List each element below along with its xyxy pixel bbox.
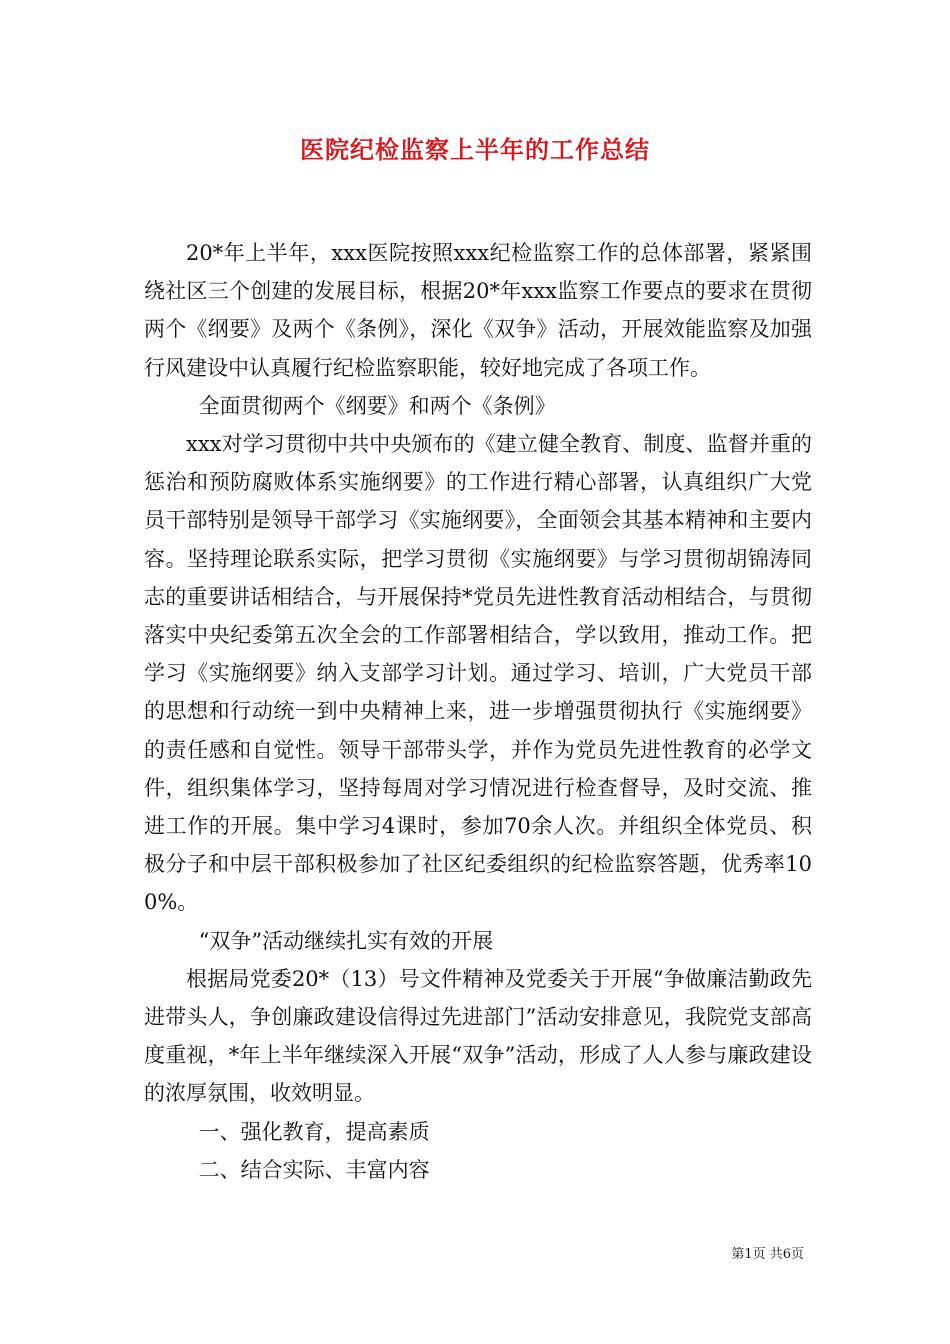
section-heading-2: “双争”活动继续扎实有效的开展 <box>198 928 494 953</box>
subsection-heading-2: 二、结合实际、丰富内容 <box>198 1157 430 1182</box>
document-body <box>144 234 812 1189</box>
paragraph-section-2: 根据局党委20*（13）号文件精神及党委关于开展“争做廉洁勤政先进带头人，争创廉政建设信得过先进部门”活动安排意见，我院党支部高度重视，*年上半年继续深入开展“双争”活动，形成了人人参与廉政建设的浓厚氛围，收效明显。 <box>144 966 812 1106</box>
subsection-heading-1: 一、强化教育，提高素质 <box>198 1119 430 1144</box>
section-heading-1: 全面贯彻两个《纲要》和两个《条例》 <box>198 393 556 418</box>
paragraph-section-1: xxx对学习贯彻中共中央颁布的《建立健全教育、制度、监督并重的惩治和预防腐败体系实施纲要》的工作进行精心部署，认真组织广大党员干部特别是领导干部学习《实施纲要》，全面领会其基本精神和主要内容。坚持理论联系实际，把学习贯彻《实施纲要》与学习贯彻胡锦涛同志的重要讲话相结合，与开展保持*党员先进性教育活动相结合，与贯彻落实中央纪委第五次全会的工作部署相结合，学以致用，推动工作。把学习《实施纲要》纳入支部学习计划。通过学习、培训，广大党员干部的思想和行动统一到中央精神上来，进一步增强贯彻执行《实施纲要》的责任感和自觉性。领导干部带头学，并作为党员先进性教育的必学文件，组织集体学习，坚持每周对学习情况进行检查督导，及时交流、推进工作的开展。集中学习4课时，参加70余人次。并组织全体党员、积极分子和中层干部积极参加了社区纪委组织的纪检监察答题，优秀率100%。 <box>144 432 812 915</box>
page-number: 第1页 共6页 <box>731 1247 804 1262</box>
paragraph-intro: 20*年上半年，xxx医院按照xxx纪检监察工作的总体部署，紧紧围绕社区三个创建的发展目标，根据20*年xxx监察工作要点的要求在贯彻两个《纲要》及两个《条例》，深化《双争》活动，开展效能监察及加强行风建设中认真履行纪检监察职能，较好地完成了各项工作。 <box>144 241 812 380</box>
document-title: 医院纪检监察上半年的工作总结 <box>300 135 650 164</box>
